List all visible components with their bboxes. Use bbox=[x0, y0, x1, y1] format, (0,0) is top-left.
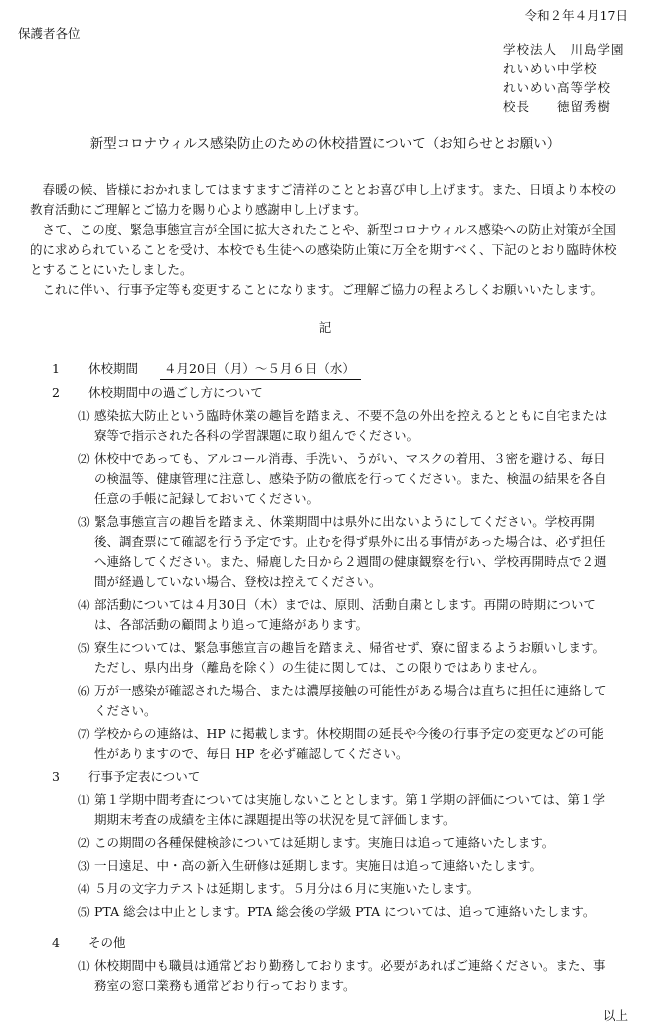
list-item bbox=[52, 956, 632, 996]
closure-period-value: ４月20日（月）～５月６日（水） bbox=[160, 359, 361, 380]
item-number: ⑺ bbox=[78, 727, 90, 741]
ki-marker: 記 bbox=[318, 320, 332, 335]
closing-ijou: 以上 bbox=[602, 1008, 628, 1023]
item-text: 一日遠足、中・高の新入生研修は延期します。実施日は追って連絡いたします。 bbox=[94, 858, 543, 873]
document-date: 令和２年４月17日 bbox=[524, 8, 628, 23]
item-number: ⑶ bbox=[78, 515, 90, 529]
section-1 bbox=[52, 359, 632, 379]
item-text: 寮生については、緊急事態宣言の趣旨を踏まえ、帰省せず、寮に留まるようお願いします。ただし、県内出身（離島を除く）の生徒に関しては、この限りではありません。 bbox=[94, 640, 606, 675]
list-item bbox=[52, 790, 632, 830]
list-item bbox=[52, 406, 632, 446]
list-item bbox=[52, 512, 632, 592]
section-heading bbox=[52, 383, 632, 403]
section-heading bbox=[52, 933, 632, 953]
item-number: ⑸ bbox=[78, 641, 90, 655]
item-number: ⑴ bbox=[78, 793, 90, 807]
list-item bbox=[52, 856, 632, 876]
section-heading bbox=[52, 767, 632, 787]
item-text: この期間の各種保健検診については延期します。実施日は追って連絡いたします。 bbox=[94, 835, 555, 850]
section-2 bbox=[52, 383, 632, 764]
document-title: 新型コロナウィルス感染防止のための休校措置について（お知らせとお願い） bbox=[89, 136, 561, 152]
list-item bbox=[52, 724, 632, 764]
issuer-line: れいめい高等学校 bbox=[503, 80, 612, 95]
section-4 bbox=[52, 933, 632, 996]
intro-paragraph: 春暖の候、皆様におかれましてはますますご清祥のこととお喜び申し上げます。また、日頃より本校の教育活動にご理解とご協力を賜り心より感謝申し上げます。 bbox=[30, 182, 617, 217]
item-number: ⑹ bbox=[78, 684, 90, 698]
section-number: 3 bbox=[52, 769, 60, 784]
section-title: 休校期間 bbox=[88, 361, 139, 376]
item-number: ⑴ bbox=[78, 959, 90, 973]
intro-paragraphs bbox=[30, 180, 626, 300]
item-text: 休校期間中も職員は通常どおり勤務しております。必要があればご連絡ください。また、事務室の窓口業務も通常どおり行っております。 bbox=[94, 958, 606, 993]
item-text: 感染拡大防止という臨時休業の趣旨を踏まえ、不要不急の外出を控えるとともに自宅または寮等で指示された各科の学習課題に取り組んでください。 bbox=[94, 408, 608, 443]
item-text: 万が一感染が確認された場合、または濃厚接触の可能性がある場合は直ちに担任に連絡してください。 bbox=[94, 683, 607, 718]
item-number: ⑶ bbox=[78, 859, 90, 873]
section-number: 1 bbox=[52, 361, 60, 376]
item-number: ⑷ bbox=[78, 598, 90, 612]
item-number: ⑴ bbox=[78, 409, 90, 423]
issuer-line: れいめい中学校 bbox=[503, 61, 598, 76]
item-number: ⑵ bbox=[78, 452, 90, 466]
item-text: 学校からの連絡は、HP に掲載します。休校期間の延長や今後の行事予定の変更などの可能性がありますので、毎日 HP を必ず確認してください。 bbox=[94, 726, 604, 761]
list-item bbox=[52, 595, 632, 635]
section-number: 4 bbox=[52, 935, 60, 950]
section-3 bbox=[52, 767, 632, 922]
section-title: その他 bbox=[88, 935, 126, 950]
list-item bbox=[52, 449, 632, 509]
list-item bbox=[52, 879, 632, 899]
section-title: 休校期間中の過ごし方について bbox=[88, 385, 263, 400]
item-text: 緊急事態宣言の趣旨を踏まえ、休業期間中は県外に出ないようにしてください。学校再開後、調査票にて確認を行う予定です。止むを得ず県外に出る事情があった場合は、必ず担任へ連絡してください。また、帰鹿した日から２週間の健康観察を行い、学校再開時点で２週間が経過していない場合、登校は控えてください。 bbox=[94, 514, 607, 589]
issuer-block bbox=[503, 40, 625, 116]
section-number: 2 bbox=[52, 385, 60, 400]
list-item bbox=[52, 638, 632, 678]
item-text: 第１学期中間考査については実施しないこととします。第１学期の評価については、第１学期期末考査の成績を主体に課題提出等の状況を見て評価します。 bbox=[94, 792, 606, 827]
item-text: 休校中であっても、アルコール消毒、手洗い、うがい、マスクの着用、３密を避ける、毎日の検温等、健康管理に注意し、感染予防の徹底を行ってください。また、検温の結果を各自任意の手帳に記録しておいてください。 bbox=[94, 451, 607, 506]
issuer-line: 学校法人 川島学園 bbox=[503, 42, 625, 57]
list-item bbox=[52, 833, 632, 853]
section-title: 行事予定表について bbox=[88, 769, 201, 784]
list-item bbox=[52, 902, 632, 922]
item-number: ⑸ bbox=[78, 905, 90, 919]
item-text: ５月の文字力テストは延期します。５月分は６月に実施いたします。 bbox=[94, 881, 480, 896]
item-number: ⑵ bbox=[78, 836, 90, 850]
issuer-line: 校長 徳留秀樹 bbox=[503, 99, 612, 114]
list-item bbox=[52, 681, 632, 721]
intro-paragraph: これに伴い、行事予定等も変更することになります。ご理解ご協力の程よろしくお願いいたします。 bbox=[30, 282, 604, 297]
addressee: 保護者各位 bbox=[18, 26, 81, 41]
section-heading bbox=[52, 359, 632, 379]
item-text: PTA 総会は中止とします。PTA 総会後の学級 PTA については、追って連絡いたします。 bbox=[94, 904, 596, 919]
intro-paragraph: さて、この度、緊急事態宣言が全国に拡大されたことや、新型コロナウィルス感染への防止対策が全国的に求められていることを受け、本校でも生徒への感染防止策に万全を期すべく、下記のとおり臨時休校とすることにいたしました。 bbox=[30, 222, 617, 277]
item-number: ⑷ bbox=[78, 882, 90, 896]
item-text: 部活動については４月30日（木）までは、原則、活動自粛とします。再開の時期については、各部活動の顧問より追って連絡があります。 bbox=[94, 597, 596, 632]
